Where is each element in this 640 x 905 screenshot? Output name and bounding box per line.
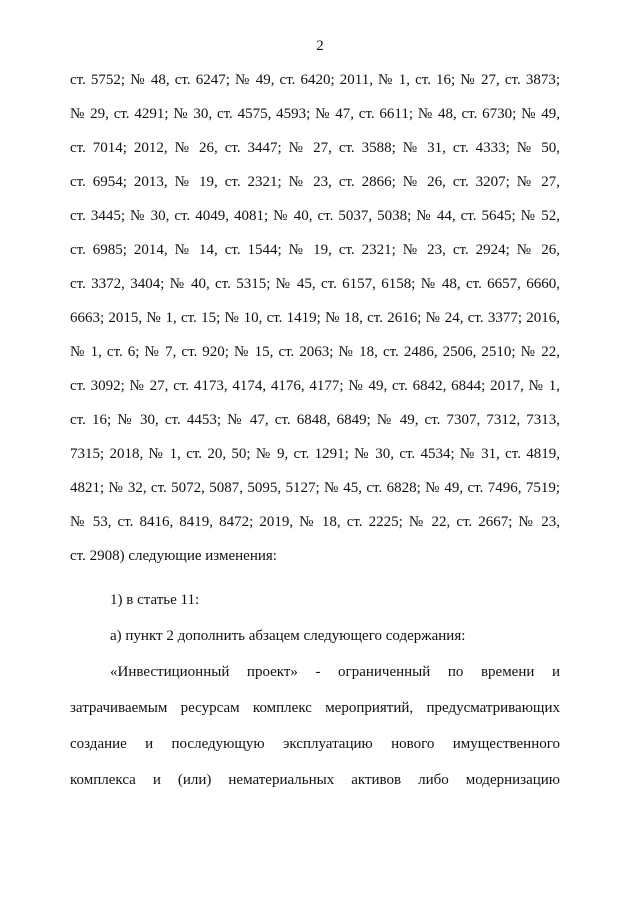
text-line: ст. 2908) следующие изменения: — [70, 548, 277, 564]
text-line: 7315; 2018, № 1, ст. 20, 50; № 9, ст. 1291; № 30, ст. 4534; № 31, ст. 4819, — [70, 446, 560, 462]
text-line: 4821; № 32, ст. 5072, 5087, 5095, 5127; № 45, ст. 6828; № 49, ст. 7496, 7519; — [70, 480, 560, 496]
text-line: № 1, ст. 6; № 7, ст. 920; № 15, ст. 2063; № 18, ст. 2486, 2506, 2510; № 22, — [70, 344, 560, 360]
text-line: ст. 7014; 2012, № 26, ст. 3447; № 27, ст. 3588; № 31, ст. 4333; № 50, — [70, 140, 560, 156]
text-line: ст. 6954; 2013, № 19, ст. 2321; № 23, ст. 2866; № 26, ст. 3207; № 27, — [70, 174, 560, 190]
text-line: № 29, ст. 4291; № 30, ст. 4575, 4593; № 47, ст. 6611; № 48, ст. 6730; № 49, — [70, 106, 560, 122]
text-line: комплекса и (или) нематериальных активов либо модернизацию — [70, 772, 560, 788]
text-line: ст. 3092; № 27, ст. 4173, 4174, 4176, 4177; № 49, ст. 6842, 6844; 2017, № 1, — [70, 378, 560, 394]
text-line: «Инвестиционный проект» - ограниченный по времени и — [110, 664, 560, 680]
page-number: 2 — [316, 38, 324, 54]
text-line: ст. 16; № 30, ст. 4453; № 47, ст. 6848, 6849; № 49, ст. 7307, 7312, 7313, — [70, 412, 560, 428]
text-line: затрачиваемым ресурсам комплекс мероприятий, предусматривающих — [70, 700, 560, 716]
text-line: создание и последующую эксплуатацию нового имущественного — [70, 736, 560, 752]
text-line: ст. 6985; 2014, № 14, ст. 1544; № 19, ст. 2321; № 23, ст. 2924; № 26, — [70, 242, 560, 258]
text-line: № 53, ст. 8416, 8419, 8472; 2019, № 18, ст. 2225; № 22, ст. 2667; № 23, — [70, 514, 560, 530]
text-line: 6663; 2015, № 1, ст. 15; № 10, ст. 1419; № 18, ст. 2616; № 24, ст. 3377; 2016, — [70, 310, 560, 326]
text-line: ст. 5752; № 48, ст. 6247; № 49, ст. 6420; 2011, № 1, ст. 16; № 27, ст. 3873; — [70, 72, 560, 88]
text-line: ст. 3372, 3404; № 40, ст. 5315; № 45, ст. 6157, 6158; № 48, ст. 6657, 6660, — [70, 276, 560, 292]
text-line: 1) в статье 11: — [110, 592, 200, 608]
text-line: а) пункт 2 дополнить абзацем следующего содержания: — [110, 628, 466, 644]
text-line: ст. 3445; № 30, ст. 4049, 4081; № 40, ст. 5037, 5038; № 44, ст. 5645; № 52, — [70, 208, 560, 224]
